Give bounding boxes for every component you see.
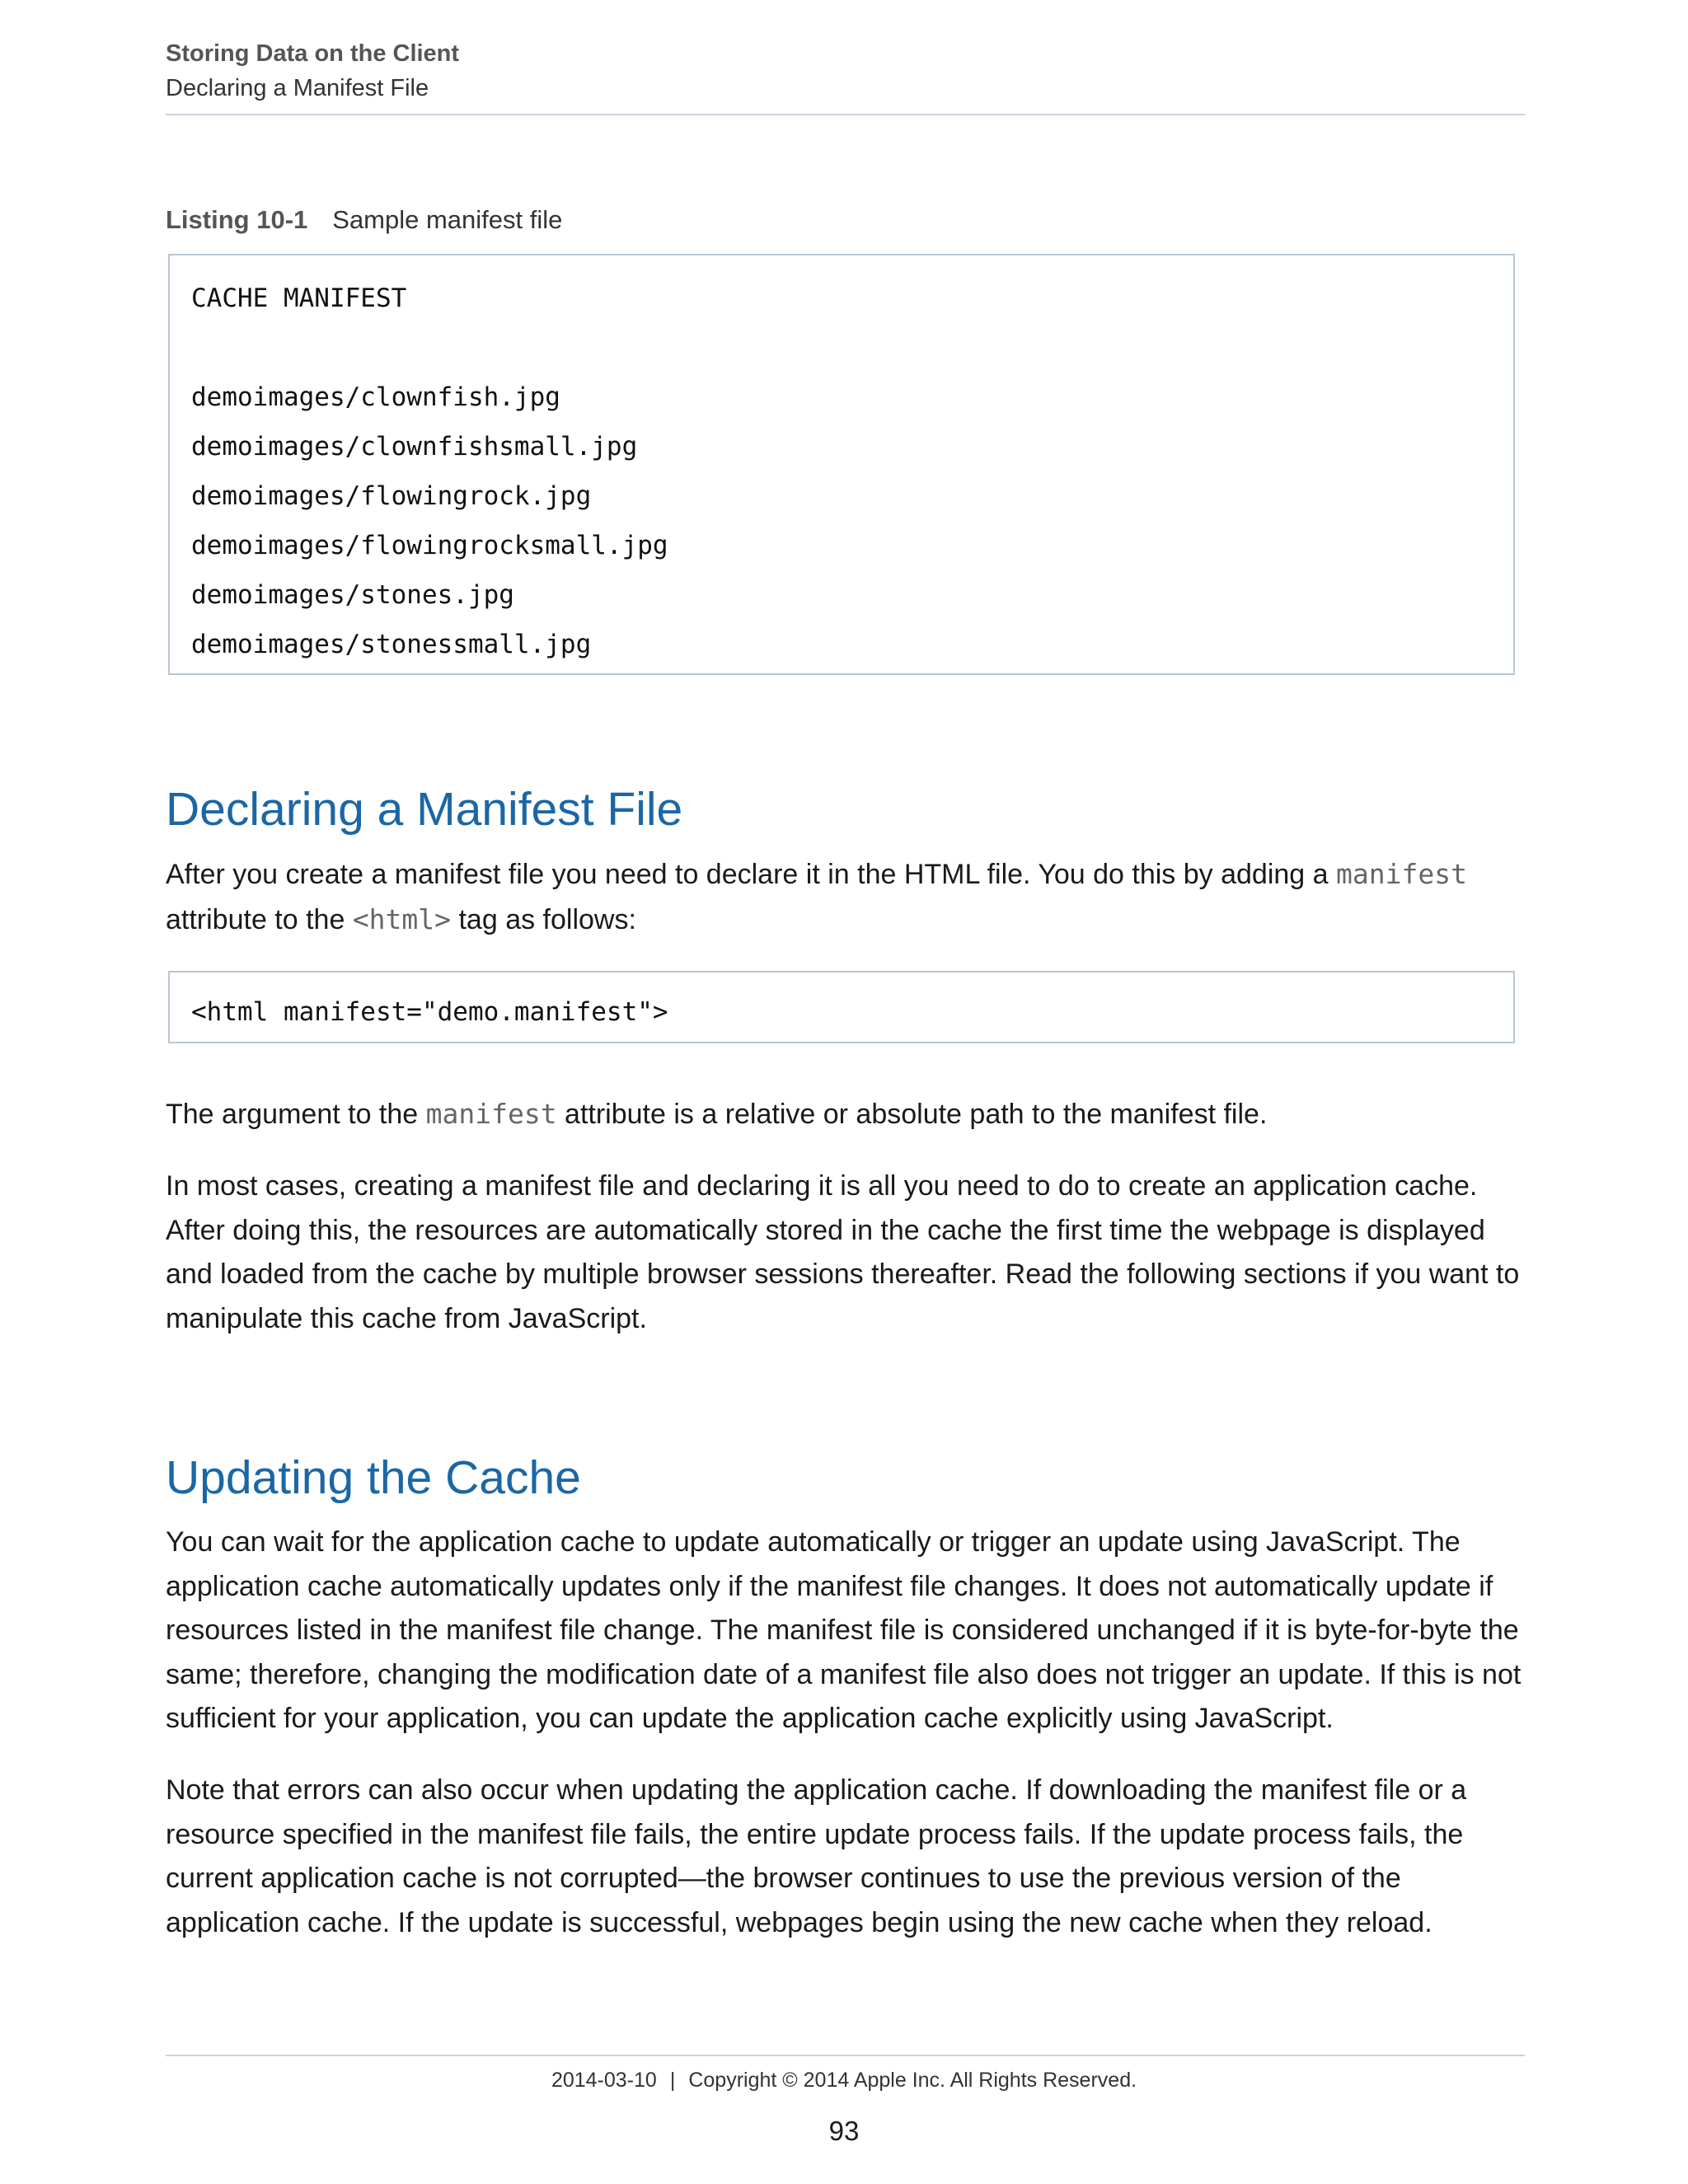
footer bbox=[0, 2065, 1688, 2095]
footer-copyright: Copyright © 2014 Apple Inc. All Rights Reserved. bbox=[688, 2069, 1137, 2092]
inline-code: manifest bbox=[425, 1098, 557, 1130]
code-listing bbox=[168, 254, 1515, 675]
code-line: demoimages/clownfishsmall.jpg bbox=[191, 432, 638, 462]
page-number: 93 bbox=[828, 2116, 860, 2146]
section-title: Declaring a Manifest File bbox=[166, 75, 429, 101]
code-line bbox=[191, 323, 1513, 373]
footer-separator: | bbox=[669, 2069, 676, 2092]
code-line: demoimages/flowingrock.jpg bbox=[191, 481, 592, 511]
listing-number: Listing 10-1 bbox=[166, 205, 308, 234]
listing-caption bbox=[166, 203, 562, 237]
chapter-title: Storing Data on the Client bbox=[166, 40, 460, 67]
code-line: demoimages/clownfish.jpg bbox=[191, 382, 560, 412]
header-divider bbox=[166, 114, 1525, 115]
code-line: <html manifest="demo.manifest"> bbox=[191, 997, 668, 1027]
section-heading-declaring: Declaring a Manifest File bbox=[166, 783, 683, 836]
paragraph-most-cases: In most cases, creating a manifest file and declaring it is all you need to do to create an application cache. After doing this, the resources are automatically stored in the cache the first time the webpage is displayed and loaded from the cache by multiple browser sessions thereafter. Read the following sections if you want to manipulate this cache from JavaScript. bbox=[166, 1170, 1520, 1334]
paragraph-declare-intro bbox=[166, 852, 1530, 942]
inline-code: <html> bbox=[352, 902, 452, 935]
code-line: demoimages/stones.jpg bbox=[191, 580, 514, 610]
listing-caption-text: Sample manifest file bbox=[332, 205, 563, 234]
running-header bbox=[166, 36, 1525, 105]
paragraph-text: attribute to the bbox=[166, 903, 353, 935]
section-heading-updating: Updating the Cache bbox=[166, 1451, 581, 1504]
code-example-html-tag bbox=[168, 971, 1515, 1043]
paragraph-update-errors: Note that errors can also occur when updating the application cache. If downloading the manifest file or a resource specified in the manifest file fails, the entire update process fails. If the update process fails, the current application cache is not corrupted—the browser continues to use the previous version of the application cache. If the update is successful, webpages begin using the new cache when they reload. bbox=[166, 1774, 1467, 1938]
footer-date: 2014-03-10 bbox=[551, 2069, 657, 2092]
paragraph-text: After you create a manifest file you need to declare it in the HTML file. You do this by adding a bbox=[166, 859, 1337, 890]
paragraph-text: The argument to the bbox=[166, 1099, 426, 1130]
code-line: demoimages/flowingrocksmall.jpg bbox=[191, 531, 668, 560]
inline-code: manifest bbox=[1336, 858, 1467, 890]
code-line: demoimages/stonessmall.jpg bbox=[191, 630, 592, 659]
paragraph-text: attribute is a relative or absolute path to the manifest file. bbox=[556, 1099, 1268, 1130]
paragraph-manifest-argument bbox=[166, 1092, 1530, 1137]
footer-divider bbox=[166, 2055, 1525, 2056]
paragraph-update-automatic: You can wait for the application cache to update automatically or trigger an update using JavaScript. The application cache automatically updates only if the manifest file changes. It does not automatically update if resources listed in the manifest file change. The manifest file is considered unchanged if it is byte-for-byte the same; therefore, changing the modification date of a manifest file also does not trigger an update. If this is not sufficient for your application, you can update the application cache explicitly using JavaScript. bbox=[166, 1526, 1522, 1734]
paragraph-text: tag as follows: bbox=[451, 903, 636, 935]
code-line: CACHE MANIFEST bbox=[191, 284, 407, 313]
